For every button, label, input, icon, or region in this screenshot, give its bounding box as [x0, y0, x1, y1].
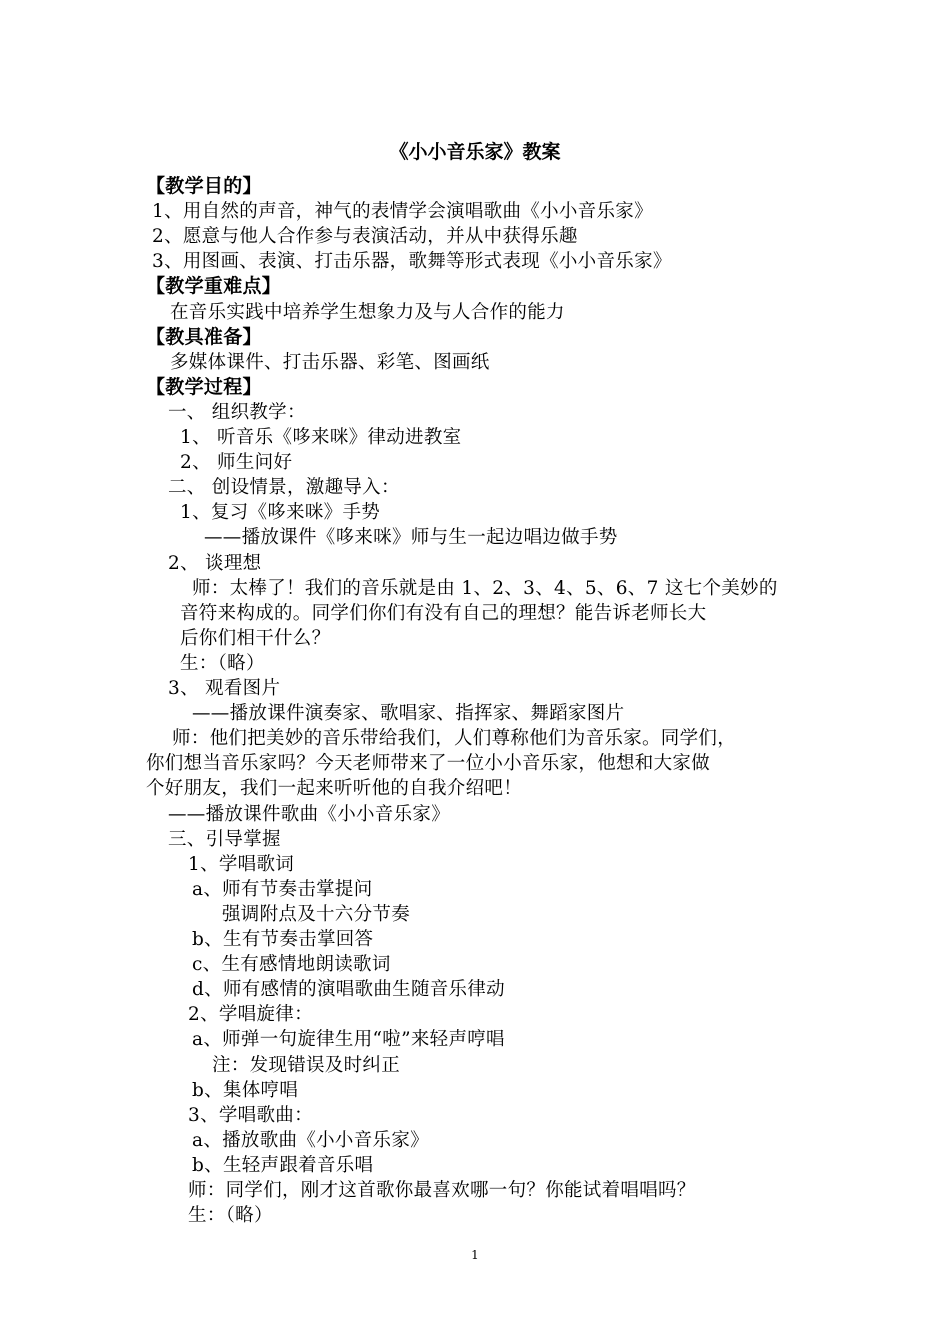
text-line: b、集体哼唱 — [192, 1079, 299, 1101]
text-line: 多媒体课件、打击乐器、彩笔、图画纸 — [170, 351, 490, 373]
text-line: a、师弹一句旋律生用“啦”来轻声哼唱 — [192, 1029, 505, 1051]
text-line: 1、学唱歌词 — [188, 853, 295, 875]
text-line: b、生有节奏击掌回答 — [192, 929, 374, 950]
text-line: 2、愿意与他人合作参与表演活动，并从中获得乐趣 — [152, 226, 578, 248]
text-line: 在音乐实践中培养学生想象力及与人合作的能力 — [170, 301, 565, 323]
text-line: 强调附点及十六分节奏 — [222, 903, 411, 925]
section-heading: 【教学过程】 — [146, 375, 262, 398]
text-line: 三、引导掌握 — [168, 828, 281, 850]
text-line: 1、用自然的声音，神气的表情学会演唱歌曲《小小音乐家》 — [152, 201, 653, 223]
text-line: 后你们相干什么？ — [180, 627, 331, 649]
text-line: 生：（略） — [180, 652, 265, 674]
text-line: 2、 谈理想 — [168, 552, 262, 574]
text-line: 生：（略） — [188, 1205, 273, 1227]
text-line: ——播放课件歌曲《小小音乐家》 — [168, 803, 451, 825]
text-line: 注：发现错误及时纠正 — [212, 1054, 401, 1076]
text-line: a、师有节奏击掌提问 — [192, 878, 373, 900]
text-line: 一、 组织教学： — [168, 401, 306, 423]
text-line: 2、 师生问好 — [180, 452, 293, 474]
section-heading: 【教学目的】 — [146, 175, 262, 197]
text-line: a、播放歌曲《小小音乐家》 — [192, 1129, 429, 1151]
text-line: c、生有感情地朗读歌词 — [192, 954, 391, 976]
text-line: d、师有感情的演唱歌曲生随音乐律动 — [192, 979, 505, 1001]
text-line: 1、 听音乐《哆来咪》律动进教室 — [180, 427, 462, 448]
document-title: 《小小音乐家》教案 — [389, 141, 561, 163]
text-line: 3、用图画、表演、打击乐器，歌舞等形式表现《小小音乐家》 — [152, 251, 672, 273]
section-heading: 【教学重难点】 — [146, 275, 282, 298]
text-line: 3、学唱歌曲： — [188, 1104, 313, 1126]
text-line: ——播放课件《哆来咪》师与生一起边唱边做手势 — [204, 527, 618, 549]
text-line: 师：同学们，刚才这首歌你最喜欢哪一句？你能试着唱唱吗？ — [188, 1180, 696, 1201]
text-line: 师：他们把美妙的音乐带给我们，人们尊称他们为音乐家。同学们， — [172, 728, 737, 750]
text-line: 你们想当音乐家吗？今天老师带来了一位小小音乐家，他想和大家做 — [146, 753, 711, 775]
text-line: ——播放课件演奏家、歌唱家、指挥家、舞蹈家图片 — [192, 703, 625, 725]
text-line: 二、 创设情景，激趣导入： — [168, 477, 400, 499]
text-line: 个好朋友，我们一起来听听他的自我介绍吧！ — [146, 778, 523, 800]
text-line: b、生轻声跟着音乐唱 — [192, 1154, 374, 1176]
section-heading: 【教具准备】 — [146, 325, 262, 348]
text-line: 音符来构成的。同学们你们有没有自己的理想？能告诉老师长大 — [180, 602, 707, 624]
text-line: 3、 观看图片 — [168, 678, 281, 699]
text-line: 1、复习《哆来咪》手势 — [180, 502, 381, 524]
text-line: 师：太棒了！我们的音乐就是由 1、2、3、4、5、6、7 这七个美妙的 — [192, 577, 778, 599]
page-number: 1 — [471, 1248, 479, 1262]
text-line: 2、学唱旋律： — [188, 1004, 313, 1026]
